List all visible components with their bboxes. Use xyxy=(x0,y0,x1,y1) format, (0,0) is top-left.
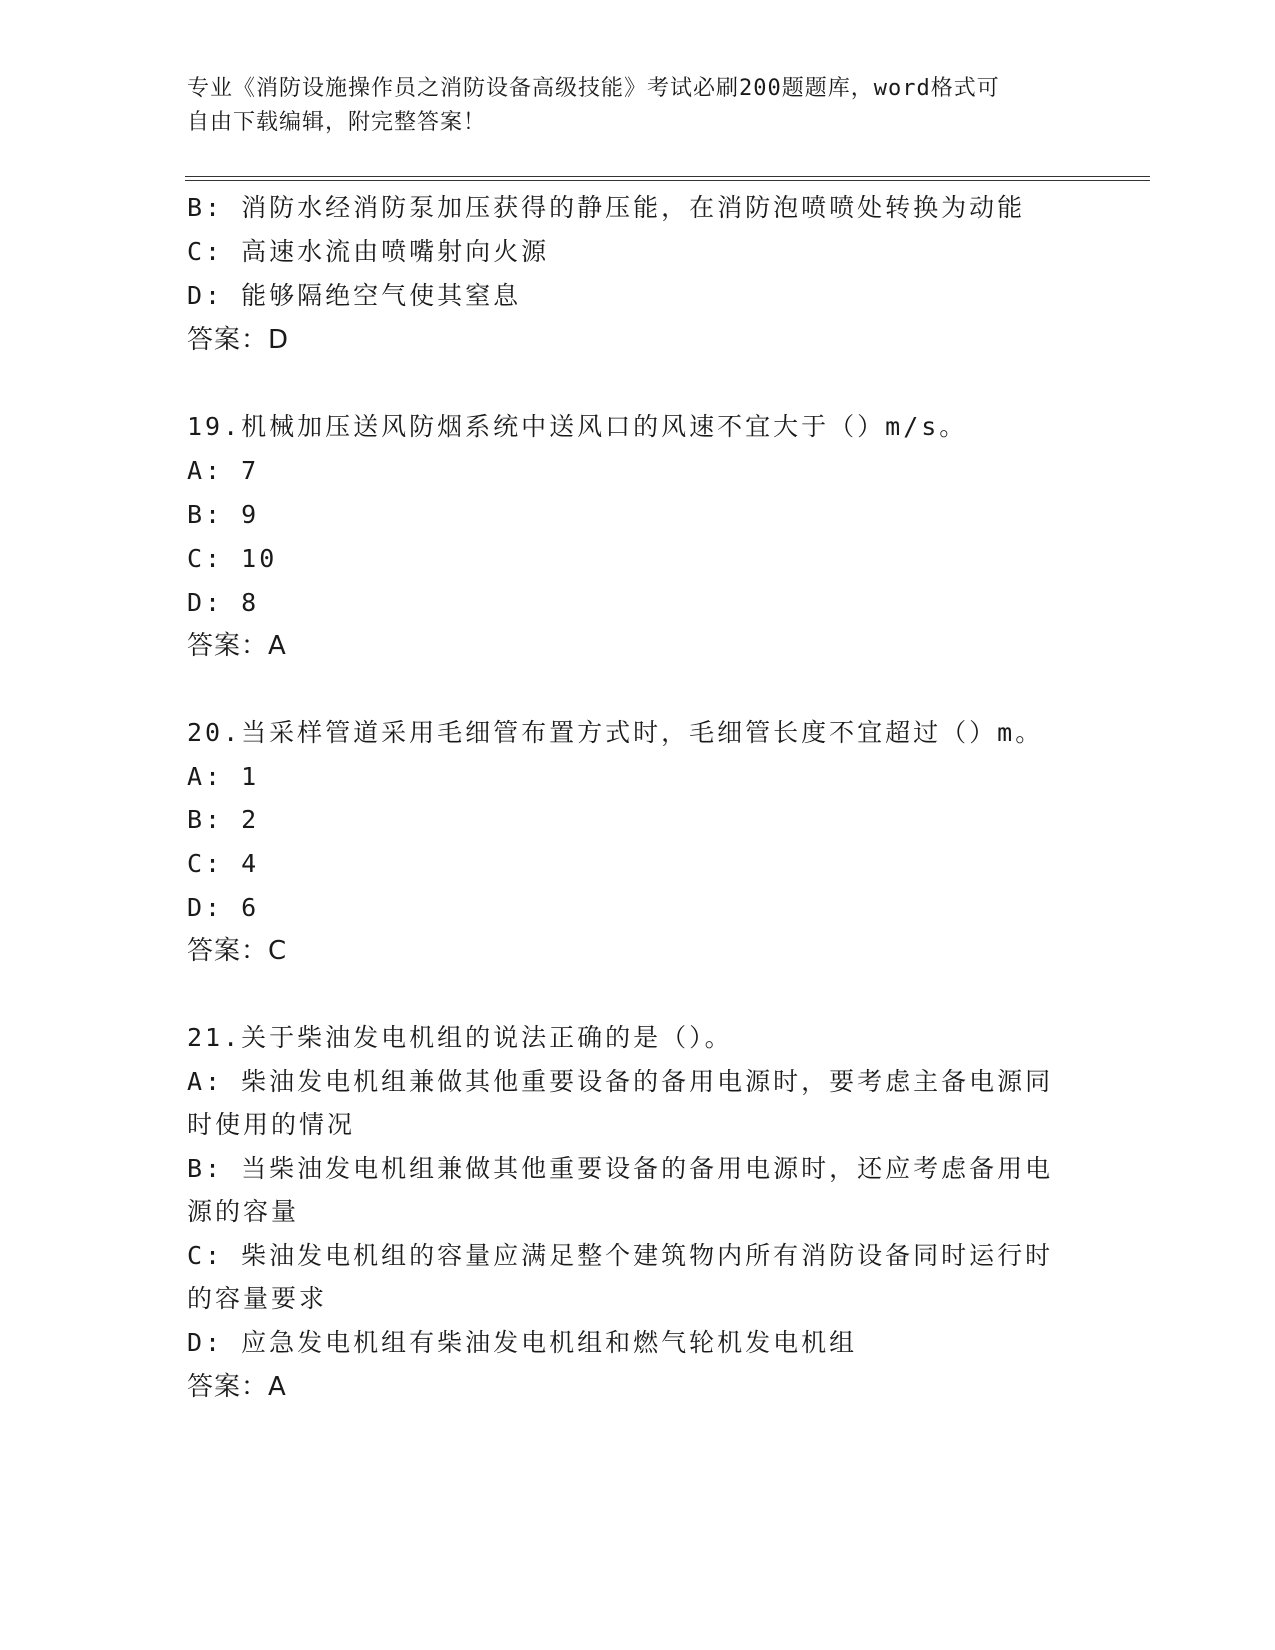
q21-option-a-line-1: A: 柴油发电机组兼做其他重要设备的备用电源时，要考虑主备电源同 xyxy=(187,1067,1054,1096)
q20-option-c: C: 4 xyxy=(187,849,260,878)
q20-option-d: D: 6 xyxy=(187,893,260,922)
q19-option-a: A: 7 xyxy=(187,456,260,485)
q21-option-b-line-2: 源的容量 xyxy=(187,1197,300,1226)
q19-option-c: C: 10 xyxy=(187,544,278,573)
q21-option-c-line-1: C: 柴油发电机组的容量应满足整个建筑物内所有消防设备同时运行时 xyxy=(187,1241,1054,1270)
q21-answer: 答案：A xyxy=(187,1372,287,1402)
q19-option-d: D: 8 xyxy=(187,588,260,617)
q19-answer: 答案：A xyxy=(187,631,287,661)
q21-option-a-line-2: 时使用的情况 xyxy=(187,1110,356,1139)
q19-option-b: B: 9 xyxy=(187,500,260,529)
q21-option-b-line-1: B: 当柴油发电机组兼做其他重要设备的备用电源时，还应考虑备用电 xyxy=(187,1154,1054,1183)
header-divider xyxy=(185,176,1150,181)
document-header xyxy=(187,72,1067,140)
q20-answer: 答案：C xyxy=(187,936,288,966)
q18-option-b: B: 消防水经消防泵加压获得的静压能，在消防泡喷喷处转换为动能 xyxy=(187,193,1026,222)
q19-question: 19.机械加压送风防烟系统中送风口的风速不宜大于（）m/s。 xyxy=(187,412,968,441)
q18-option-c: C: 高速水流由喷嘴射向火源 xyxy=(187,237,550,266)
q20-option-b: B: 2 xyxy=(187,805,260,834)
q20-option-a: A: 1 xyxy=(187,762,260,791)
q21-question: 21.关于柴油发电机组的说法正确的是（）。 xyxy=(187,1023,733,1052)
q18-answer: 答案：D xyxy=(187,325,290,355)
header-line-1: 专业《消防设施操作员之消防设备高级技能》考试必刷200题题库，word格式可 xyxy=(187,76,1000,101)
q20-question: 20.当采样管道采用毛细管布置方式时，毛细管长度不宜超过（）m。 xyxy=(187,718,1044,747)
header-line-2: 自由下载编辑，附完整答案！ xyxy=(187,110,487,135)
q21-option-c-line-2: 的容量要求 xyxy=(187,1284,328,1313)
q21-option-d: D: 应急发电机组有柴油发电机组和燃气轮机发电机组 xyxy=(187,1328,858,1357)
q18-option-d: D: 能够隔绝空气使其窒息 xyxy=(187,281,522,310)
